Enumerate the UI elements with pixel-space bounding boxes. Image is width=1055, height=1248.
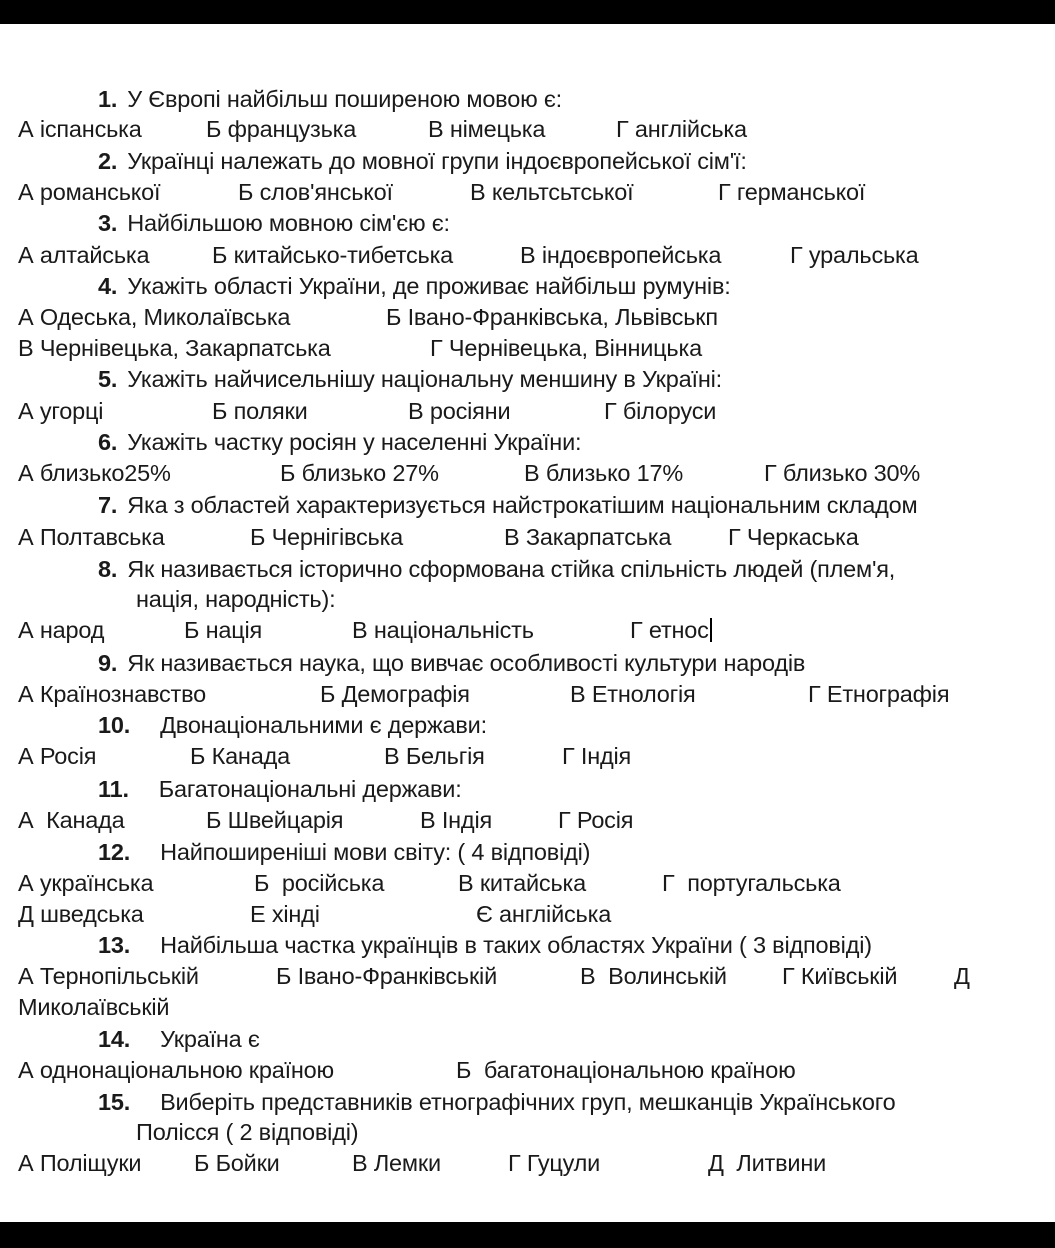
question-6: 6. Укажіть частку росіян у населенні України: [98,429,582,455]
answer-options-8: А народ Б нація В національність Г етнос [18,615,1047,646]
question-12: 12. Найпоширеніші мови світу: ( 4 відповіді) [98,839,591,865]
answer-options-12a: А українська Б російська В китайська Г португальська [18,870,841,896]
answer-options-5: А угорці Б поляки В росіяни Г білоруси [18,398,717,424]
answer-options-14: А однонаціональною країною Б багатонаціональною країною [18,1057,796,1083]
answer-options-7: А Полтавська Б Чернігівська В Закарпатська Г Черкаська [18,524,859,550]
question-13: 13. Найбільша частка українців в таких областях України ( 3 відповіді) [98,932,872,958]
answer-options-2: А романської Б слов'янської В кельтсьтської Г германської [18,179,866,205]
question-15-continuation: Полісся ( 2 відповіді) [136,1119,359,1145]
answer-options-9: А Країнознавство Б Демографія В Етнологія Г Етнографія [18,681,950,707]
answer-options-10: А Росія Б Канада В Бельгія Г Індія [18,743,632,769]
question-8: 8. Як називається історично сформована стійка спільність людей (плем'я, [98,556,896,582]
question-15: 15. Виберіть представників етнографічних груп, мешканців Українського [98,1089,896,1115]
answer-options-13-continuation: Миколаївській [18,994,170,1020]
question-5: 5. Укажіть найчисельнішу національну меншину в Україні: [98,366,722,392]
answer-options-4a: А Одеська, Миколаївська Б Івано-Франківська, Львівськп [18,304,718,330]
question-10: 10. Двонаціональними є держави: [98,712,487,738]
question-3: 3. Найбільшою мовною сім'єю є: [98,210,450,236]
question-2: 2. Українці належать до мовної групи індоєвропейської сім'ї: [98,148,747,174]
answer-options-4b: В Чернівецька, Закарпатська Г Чернівецька, Вінницька [18,335,702,361]
answer-options-15: А Поліщуки Б Бойки В Лемки Г Гуцули Д Литвини [18,1150,827,1176]
answer-options-6: А близько25% Б близько 27% В близько 17% Г близько 30% [18,460,921,486]
question-14: 14. Україна є [98,1026,260,1052]
text-cursor [710,618,712,642]
question-9: 9. Як називається наука, що вивчає особливості культури народів [98,650,806,676]
question-1: 1. У Європі найбільш поширеною мовою є: [98,86,562,112]
answer-options-3: А алтайська Б китайсько-тибетська В індоєвропейська Г уральська [18,242,919,268]
answer-options-13: А Тернопільській Б Івано-Франківській В Волинській Г Київській Д [18,963,970,989]
question-4: 4. Укажіть області України, де проживає найбільш румунів: [98,273,731,299]
answer-options-1: А іспанська Б французька В німецька Г англійська [18,116,747,142]
answer-options-12b: Д шведська Е хінді Є англійська [18,901,612,927]
question-7: 7. Яка з областей характеризується найстрокатішим національним складом [98,492,918,518]
document-page [0,24,1055,1222]
question-11: 11. Багатонаціональні держави: [98,776,462,802]
answer-options-11: А Канада Б Швейцарія В Індія Г Росія [18,807,634,833]
question-8-continuation: нація, народність): [136,586,336,612]
